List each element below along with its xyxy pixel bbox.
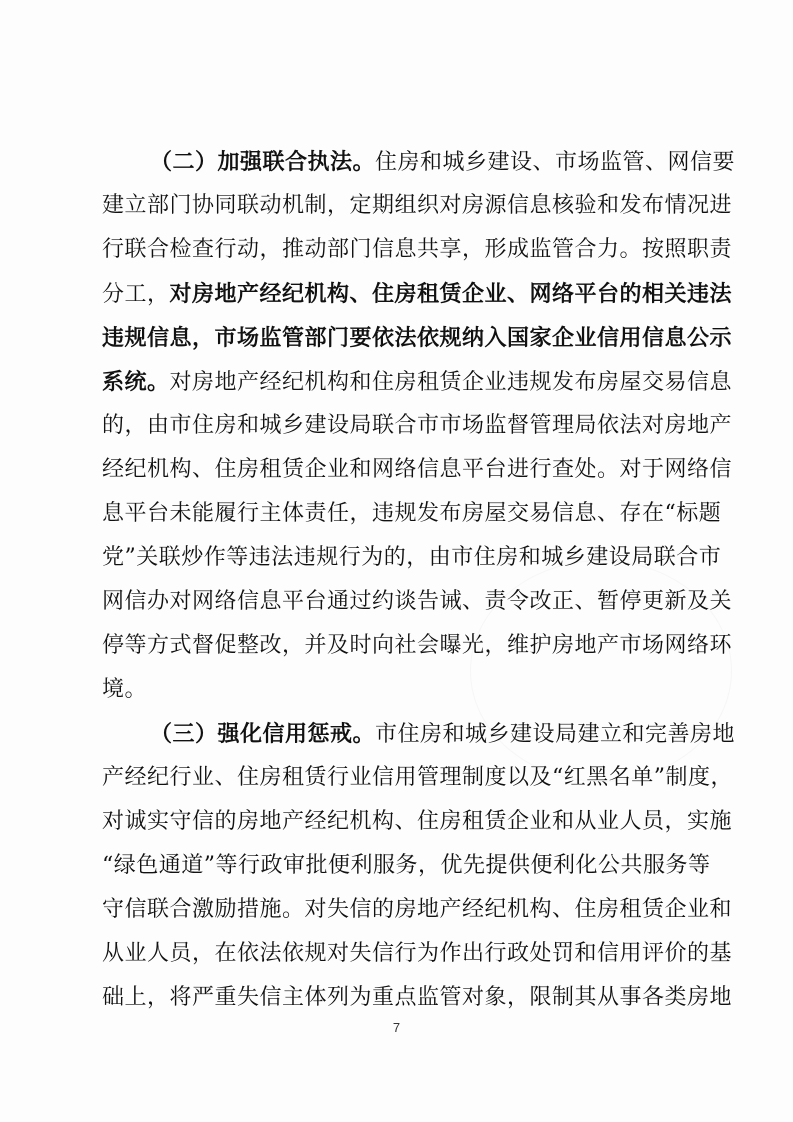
page-number: 7 <box>392 1020 401 1035</box>
paragraph-2-line-6 <box>102 367 733 398</box>
paragraph-3-line-1-text: 市住房和城乡建设局建立和完善房地 <box>375 722 736 747</box>
paragraph-3-heading: （三）强化信用惩戒。 <box>150 721 376 747</box>
paragraph-2-line-4 <box>102 279 733 310</box>
paragraph-2-line-1-text: 住房和城乡建设、市场监管、网信要 <box>375 150 736 175</box>
paragraph-2-line-4-text: 分工， <box>102 282 170 307</box>
paragraph-2-line-8: 经纪机构、住房租赁企业和网络信息平台进行查处。对于网络信 <box>102 457 733 482</box>
paragraph-3-line-5: 守信联合激励措施。对失信的房地产经纪机构、住房租赁企业和 <box>102 897 733 922</box>
paragraph-3-line-1 <box>150 719 736 750</box>
paragraph-3-line-3: 对诚实守信的房地产经纪机构、住房租赁企业和从业人员，实施 <box>102 809 733 834</box>
paragraph-3-line-6: 从业人员，在依法依规对失信行为作出行政处罚和信用评价的基 <box>102 941 733 966</box>
paragraph-2-line-9: 息平台未能履行主体责任，违规发布房屋交易信息、存在“标题 <box>102 501 722 526</box>
paragraph-2-line-10: 党”关联炒作等违法违规行为的，由市住房和城乡建设局联合市 <box>102 545 722 570</box>
paragraph-2-line-3: 行联合检查行动，推动部门信息共享，形成监管合力。按照职责 <box>102 237 733 262</box>
paragraph-2-line-7: 的，由市住房和城乡建设局联合市市场监督管理局依法对房地产 <box>102 413 733 438</box>
paragraph-2-line-4-bold: 对房地产经纪机构、住房租赁企业、网络平台的相关违法 <box>169 281 733 307</box>
paragraph-3-line-4: “绿色通道”等行政审批便利服务，优先提供便利化公共服务等 <box>102 853 711 878</box>
paragraph-2-line-1 <box>150 147 736 178</box>
paragraph-2-line-6-bold: 系统。 <box>102 369 170 395</box>
paragraph-2-line-2: 建立部门协同联动机制，定期组织对房源信息核验和发布情况进 <box>102 193 733 218</box>
paragraph-2-line-11: 网信办对网络信息平台通过约谈告诫、责令改正、暂停更新及关 <box>102 589 733 614</box>
paragraph-2-line-12: 停等方式督促整改，并及时向社会曝光，维护房地产市场网络环 <box>102 633 733 658</box>
paragraph-3-line-7: 础上，将严重失信主体列为重点监管对象，限制其从事各类房地 <box>102 985 733 1010</box>
paragraph-2-heading: （二）加强联合执法。 <box>150 149 376 175</box>
paragraph-2-line-6-text: 对房地产经纪机构和住房租赁企业违规发布房屋交易信息 <box>169 370 733 395</box>
paragraph-3-line-2: 产经纪行业、住房租赁行业信用管理制度以及“红黑名单”制度， <box>102 765 733 790</box>
paragraph-2-line-5: 违规信息，市场监管部门要依法依规纳入国家企业信用信息公示 <box>102 325 733 351</box>
paragraph-2-line-13: 境。 <box>102 677 148 702</box>
